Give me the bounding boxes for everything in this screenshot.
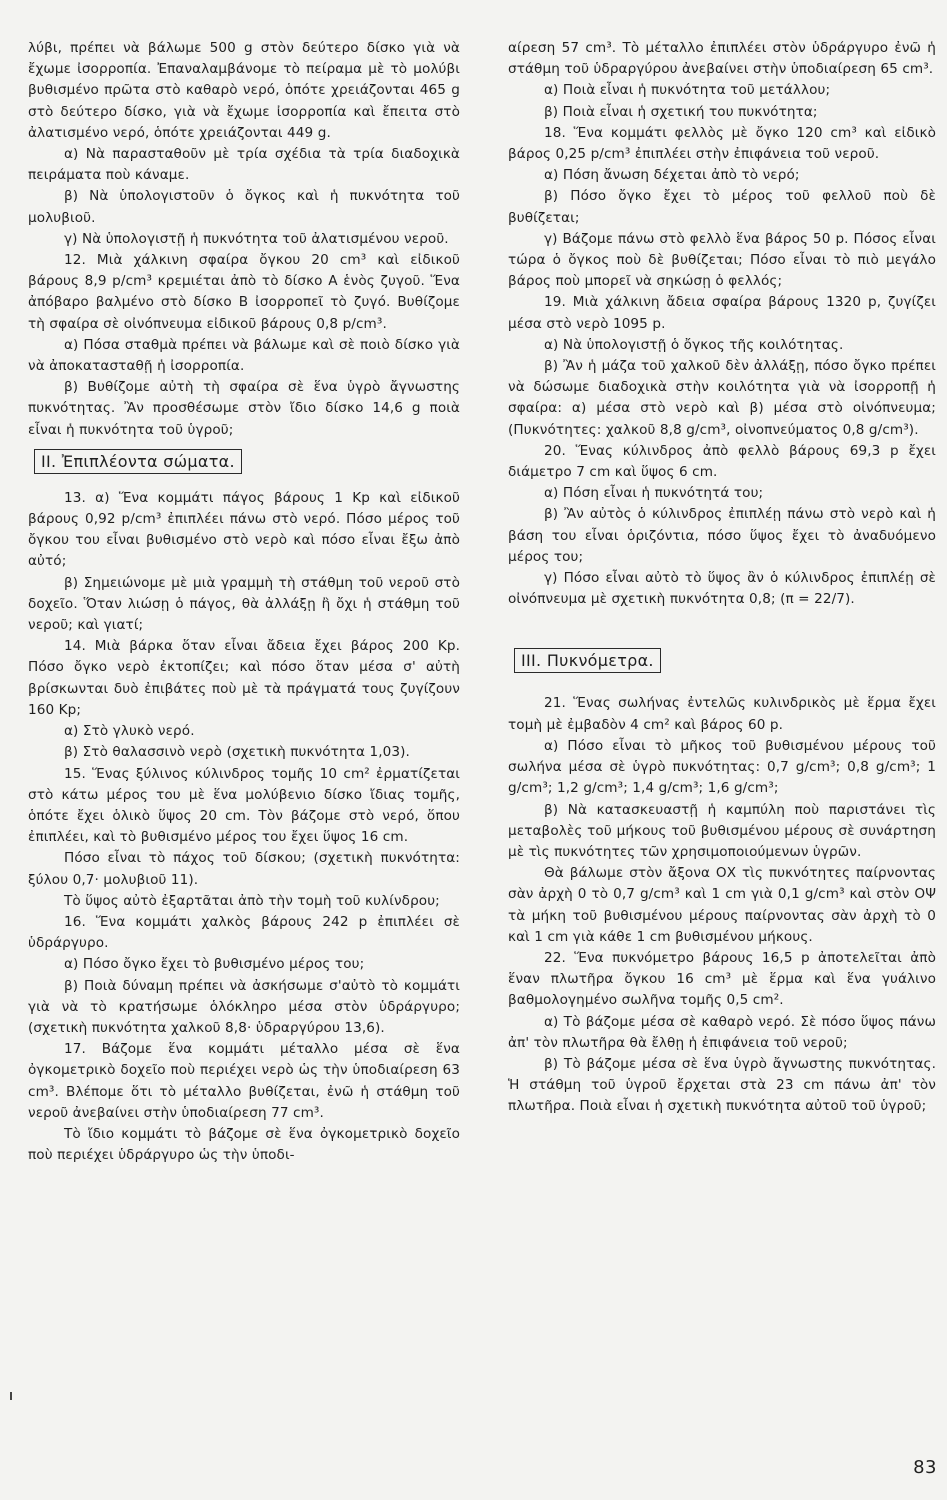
- paragraph: Θὰ βάλωμε στὸν ἄξονα ΟΧ τὶς πυκνότητες παίρνοντας σὰν ἀρχὴ 0 τὸ 0,7 g/cm³ καὶ 1 cm γιὰ 0,1 g/cm³ καὶ στὸν ΟΨ τὰ μήκη τοῦ βυθισμένου μέρους παίρνοντας σὰν ἀρχὴ τὸ 0 καὶ 1 cm γιὰ κάθε 1 cm βυθισμένου μήκους.: [508, 865, 936, 945]
- exercise-12: 12. Μιὰ χάλκινη σφαίρα ὄγκου 20 cm³ καὶ εἰδικοῦ βάρους 8,9 p/cm³ κρεμιέται ἀπὸ τὸ δίσκο Α ἑνὸς ζυγοῦ. Ἕνα ἀπόβαρο βαλμένο στὸ δίσκο Β ἰσορροπεῖ τὸ ζυγό. Βυθίζομε τὴ σφαίρα σὲ οἰνόπνευμα εἰδικοῦ βάρους 0,8 p/cm³.: [28, 252, 460, 332]
- paragraph: Τὸ ἴδιο κομμάτι τὸ βάζομε σὲ ἕνα ὀγκομετρικὸ δοχεῖο ποὺ περιέχει ὑδράργυρο ὡς τὴν ὑποδι-: [28, 1125, 460, 1164]
- paragraph: β) Νὰ κατασκευαστῇ ἡ καμπύλη ποὺ παριστάνει τὶς μεταβολὲς τοῦ μήκους τοῦ βυθισμένου μέρους σὲ συνάρτηση μὲ τὶς πυκνότητες τῶν χρησιμοποιούμενων ὑγρῶν.: [508, 801, 936, 860]
- paragraph: α) Πόση εἶναι ἡ πυκνότητά του;: [544, 485, 764, 502]
- exercise-13: 13. α) Ἕνα κομμάτι πάγος βάρους 1 Kp καὶ εἰδικοῦ βάρους 0,92 p/cm³ ἐπιπλέει πάνω στὸ νερό. Πόσο μέρος τοῦ ὄγκου του εἶναι βυθισμένο στὸ νερὸ καὶ πόσο εἶναι ἔξω ἀπὸ αὐτό;: [28, 489, 460, 570]
- paragraph: β) Στὸ θαλασσινὸ νερὸ (σχετικὴ πυκνότητα 1,03).: [64, 744, 410, 761]
- margin-mark: [10, 1392, 12, 1400]
- paragraph: β) Ἂν ἡ μάζα τοῦ χαλκοῦ δὲν ἀλλάξῃ, πόσο ὄγκο πρέπει νὰ δώσωμε διαδοχικὰ στὴν κοιλότητα γιὰ νὰ ἰσορροπῇ ἡ σφαίρα: α) μέσα στὸ νερὸ καὶ β) μέσα στὸ οἰνόπνευμα; (Πυκνότητες: χαλκοῦ 8,8 g/cm³, οἰνοπνεύματος 0,8 g/cm³).: [508, 358, 936, 438]
- paragraph: α) Νὰ παρασταθοῦν μὲ τρία σχέδια τὰ τρία διαδοχικὰ πειράματα ποὺ κάναμε.: [28, 146, 460, 184]
- paragraph: α) Πόσα σταθμὰ πρέπει νὰ βάλωμε καὶ σὲ ποιὸ δίσκο γιὰ νὰ ἀποκατασταθῇ ἡ ἰσορροπία.: [28, 336, 460, 375]
- paragraph: α) Πόσο εἶναι τὸ μῆκος τοῦ βυθισμένου μέρους τοῦ σωλήνα μέσα σὲ ὑγρὸ πυκνότητας: 0,7 g/cm³; 0,8 g/cm³; 1 g/cm³; 1,2 g/cm³; 1,4 g/cm³; 1,6 g/cm³;: [508, 737, 936, 797]
- paragraph: γ) Πόσο εἶναι αὐτὸ τὸ ὕψος ἂν ὁ κύλινδρος ἐπιπλέῃ σὲ οἰνόπνευμα μὲ σχετικὴ πυκνότητα 0,8; (π = 22/7).: [508, 570, 936, 608]
- exercise-22: 22. Ἕνα πυκνόμετρο βάρους 16,5 p ἀποτελεῖται ἀπὸ ἕναν πλωτῆρα ὄγκου 16 cm³ μὲ ἕρμα καὶ ἕνα γυάλινο βαθμολογημένο σωλῆνα τομῆς 0,5 cm².: [508, 949, 936, 1009]
- paragraph: α) Ποιὰ εἶναι ἡ πυκνότητα τοῦ μετάλλου;: [544, 82, 831, 99]
- paragraph: Πόσο εἶναι τὸ πάχος τοῦ δίσκου; (σχετικὴ πυκνότητα: ξύλου 0,7· μολυβιοῦ 11).: [28, 850, 460, 888]
- paragraph: Τὸ ὕψος αὐτὸ ἐξαρτᾶται ἀπὸ τὴν τομὴ τοῦ κυλίνδρου;: [64, 892, 440, 909]
- paragraph: α) Στὸ γλυκὸ νερό.: [64, 723, 195, 740]
- paragraph: β) Ποιὰ εἶναι ἡ σχετική του πυκνότητα;: [544, 103, 818, 120]
- left-column: [28, 38, 460, 1166]
- paragraph: α) Νὰ ὑπολογιστῇ ὁ ὄγκος τῆς κοιλότητας.: [544, 336, 844, 353]
- exercise-20: 20. Ἕνας κύλινδρος ἀπὸ φελλὸ βάρους 69,3 p ἔχει διάμετρο 7 cm καὶ ὕψος 6 cm.: [508, 442, 936, 481]
- paragraph: α) Πόση ἄνωση δέχεται ἀπὸ τὸ νερό;: [544, 167, 800, 184]
- paragraph: αίρεση 57 cm³. Τὸ μέταλλο ἐπιπλέει στὸν ὑδράργυρο ἐνῶ ἡ στάθμη τοῦ ὑδραργύρου ἀνεβαίνει στὴν ὑποδιαίρεση 65 cm³.: [508, 40, 936, 78]
- paragraph: β) Βυθίζομε αὐτὴ τὴ σφαίρα σὲ ἕνα ὑγρὸ ἄγνωστης πυκνότητας. Ἂν προσθέσωμε στὸν ἴδιο δίσκο 14,6 g ποιὰ εἶναι ἡ πυκνότητα τοῦ ὑγροῦ;: [28, 379, 460, 438]
- exercise-21: 21. Ἕνας σωλήνας ἐντελῶς κυλινδρικὸς μὲ ἕρμα ἔχει τομὴ μὲ ἐμβαδὸν 4 cm² καὶ βάρος 60 p.: [508, 695, 936, 733]
- exercise-16: 16. Ἕνα κομμάτι χαλκὸς βάρους 242 p ἐπιπλέει σὲ ὑδράργυρο.: [28, 913, 460, 952]
- paragraph: β) Σημειώνομε μὲ μιὰ γραμμὴ τὴ στάθμη τοῦ νεροῦ στὸ δοχεῖο. Ὅταν λιώσῃ ὁ πάγος, θὰ ἀλλάξῃ ἢ ὄχι ἡ στάθμη τοῦ νεροῦ; καὶ γιατί;: [28, 574, 460, 634]
- exercise-17: 17. Βάζομε ἕνα κομμάτι μέταλλο μέσα σὲ ἕνα ὀγκομετρικὸ δοχεῖο ποὺ περιέχει νερὸ ὡς τὴν ὑποδιαίρεση 63 cm³. Βλέπομε ὅτι τὸ μέταλλο βυθίζεται, ἐνῶ ἡ στάθμη τοῦ νεροῦ ἀνεβαίνει στὴν ὑποδιαίρεση 77 cm³.: [28, 1041, 460, 1121]
- paragraph: λύβι, πρέπει νὰ βάλωμε 500 g στὸν δεύτερο δίσκο γιὰ νὰ ἔχωμε ἰσορροπία. Ἐπαναλαμβάνομε τὸ πείραμα μὲ τὸ μολύβι βυθισμένο πρῶτα στὸ καθαρὸ νερό, ὁπότε χρειάζονται 465 g στὸ δεύτερο δίσκο, γιὰ νὰ ἔχωμε ἰσορροπία καὶ ἔπειτα στὸ ἀλατισμένο νερό, ὁπότε χρειάζονται 449 g.: [28, 40, 460, 141]
- right-column: [508, 38, 936, 1118]
- exercise-18: 18. Ἕνα κομμάτι φελλὸς μὲ ὄγκο 120 cm³ καὶ εἰδικὸ βάρος 0,25 p/cm³ ἐπιπλέει στὴν ἐπιφάνεια τοῦ νεροῦ.: [508, 124, 936, 163]
- paragraph: β) Νὰ ὑπολογιστοῦν ὁ ὄγκος καὶ ἡ πυκνότητα τοῦ μολυβιοῦ.: [28, 188, 460, 226]
- page-number: 83: [913, 1457, 937, 1478]
- paragraph: β) Ἂν αὐτὸς ὁ κύλινδρος ἐπιπλέῃ πάνω στὸ νερὸ καὶ ἡ βάση του εἶναι ὁριζόντια, πόσο ὕψος ἔχει τὸ ἀναδυόμενο μέρος του;: [508, 506, 936, 565]
- paragraph: α) Τὸ βάζομε μέσα σὲ καθαρὸ νερό. Σὲ πόσο ὕψος πάνω ἀπ' τὸν πλωτῆρα θὰ ἔλθῃ ἡ ἐπιφάνεια τοῦ νεροῦ;: [508, 1013, 936, 1051]
- paragraph: β) Πόσο ὄγκο ἔχει τὸ μέρος τοῦ φελλοῦ ποὺ δὲ βυθίζεται;: [508, 188, 936, 226]
- section-heading-hydrometers: III. Πυκνόμετρα.: [514, 648, 661, 673]
- exercise-19: 19. Μιὰ χάλκινη ἄδεια σφαίρα βάρους 1320 p, ζυγίζει μέσα στὸ νερὸ 1095 p.: [508, 294, 936, 332]
- paragraph: α) Πόσο ὄγκο ἔχει τὸ βυθισμένο μέρος του;: [64, 956, 365, 973]
- spacer: [508, 610, 936, 640]
- section-heading-floating-bodies: II. Ἐπιπλέοντα σώματα.: [34, 449, 242, 474]
- paragraph: β) Ποιὰ δύναμη πρέπει νὰ ἀσκήσωμε σ'αὐτὸ τὸ κομμάτι γιὰ νὰ τὸ κρατήσωμε ὁλόκληρο μέσα στὸν ὑδράργυρο; (σχετικὴ πυκνότητα χαλκοῦ 8,8· ὑδραργύρου 13,6).: [28, 977, 460, 1036]
- exercise-15: 15. Ἕνας ξύλινος κύλινδρος τομῆς 10 cm² ἐρματίζεται στὸ κάτω μέρος του μὲ ἕνα μολύβενιο δίσκο ἴδιας τομῆς, ὁπότε ἔχει ὁλικὸ ὕψος 20 cm. Τὸν βάζομε στὸ νερό, ὅπου ἐπιπλέει, καὶ τὸ βυθισμένο μέρος του ἔχει ὕψος 16 cm.: [28, 765, 460, 846]
- exercise-14: 14. Μιὰ βάρκα ὅταν εἶναι ἄδεια ἔχει βάρος 200 Kp. Πόσο ὄγκο νερὸ ἐκτοπίζει; καὶ πόσο ὅταν μέσα σ' αὐτὴ βρίσκωνται δυὸ ἐπιβάτες ποὺ μὲ τὰ πράγματά τους ζυγίζουν 160 Kp;: [28, 638, 460, 718]
- paragraph: γ) Βάζομε πάνω στὸ φελλὸ ἕνα βάρος 50 p. Πόσος εἶναι τώρα ὁ ὄγκος ποὺ δὲ βυθίζεται; Πόσο εἶναι τὸ πιὸ μεγάλο βάρος ποὺ μπορεῖ νὰ σηκώσῃ ὁ φελλός;: [508, 230, 936, 290]
- paragraph: γ) Νὰ ὑπολογιστῇ ἡ πυκνότητα τοῦ ἀλατισμένου νεροῦ.: [64, 230, 449, 247]
- paragraph: β) Τὸ βάζομε μέσα σὲ ἕνα ὑγρὸ ἄγνωστης πυκνότητας. Ἡ στάθμη τοῦ ὑγροῦ ἔρχεται στὰ 23 cm πάνω ἀπ' τὸν πλωτῆρα. Ποιὰ εἶναι ἡ σχετικὴ πυκνότητα αὐτοῦ τοῦ ὑγροῦ;: [508, 1055, 936, 1115]
